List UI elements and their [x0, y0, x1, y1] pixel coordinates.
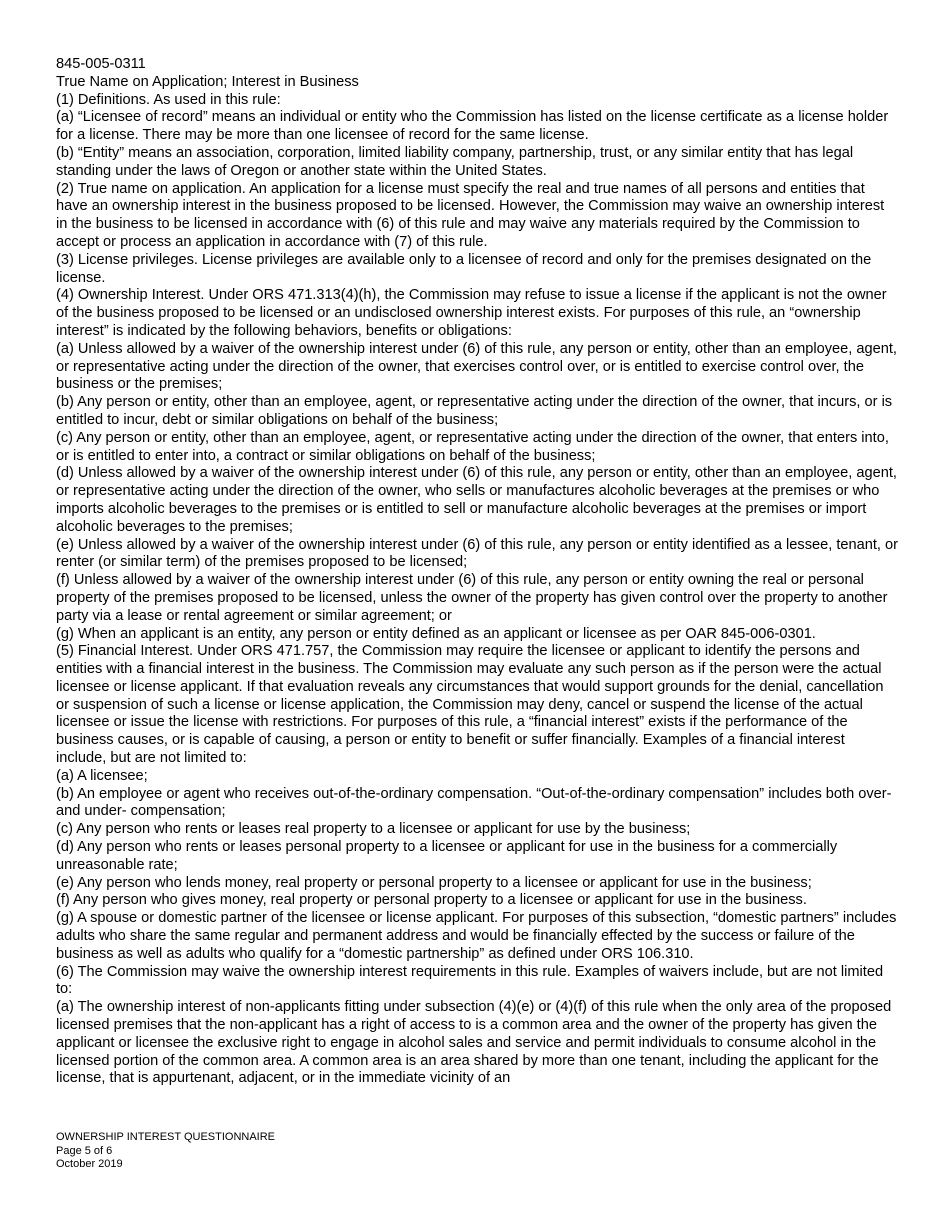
page-footer [56, 1131, 275, 1172]
rule-paragraph: (e) Unless allowed by a waiver of the ownership interest under (6) of this rule, any person or entity identified as a lessee, tenant, or renter (or similar term) of the premises proposed to be licensed; [56, 536, 899, 571]
rule-paragraph: (2) True name on application. An application for a license must specify the real and true names of all persons and entities that have an ownership interest in the business proposed to be licensed. However, the Commission may waive an ownership interest in the business to be licensed in accordance with (6) of this rule and may waive any materials required by the Commission to accept or process an application in accordance with (7) of this rule. [56, 180, 885, 250]
rule-paragraph: (1) Definitions. As used in this rule: [56, 91, 281, 108]
rule-paragraph: (c) Any person or entity, other than an employee, agent, or representative acting under the direction of the owner, that enters into, or is entitled to enter into, a contract or similar obligations on behalf of the business; [56, 429, 889, 464]
footer-form-name: OWNERSHIP INTEREST QUESTIONNAIRE [56, 1131, 276, 1143]
rule-paragraph: (a) “Licensee of record” means an individual or entity who the Commission has listed on the license certificate as a license holder for a license. There may be more than one licensee of record for the same license. [56, 109, 889, 144]
rule-paragraph: (a) A licensee; [56, 767, 148, 784]
footer-page-number: Page 5 of 6 [56, 1144, 113, 1157]
rule-paragraph: (3) License privileges. License privileges are available only to a licensee of record and only for the premises designated on the license. [56, 251, 872, 286]
rule-paragraph: (c) Any person who rents or leases real property to a licensee or applicant for use by the business; [56, 821, 691, 838]
rule-paragraph: (b) “Entity” means an association, corporation, limited liability company, partnership, trust, or any similar entity that has legal standing under the laws of Oregon or another state within the United States. [56, 144, 854, 179]
rule-paragraph: (g) When an applicant is an entity, any person or entity defined as an applicant or licensee as per OAR 845-006-0301. [56, 625, 816, 642]
rule-paragraph: (d) Any person who rents or leases personal property to a licensee or applicant for use in the business for a commercially unreasonable rate; [56, 839, 838, 873]
rule-paragraph: (e) Any person who lends money, real property or personal property to a licensee or applicant for use in the business; [56, 874, 812, 891]
footer-date: October 2019 [56, 1158, 123, 1170]
rule-body [56, 56, 898, 1088]
rule-paragraph: (f) Unless allowed by a waiver of the ownership interest under (6) of this rule, any person or entity owning the real or personal property of the premises proposed to be licensed, unless the owner of the property has given control over the property to another party via a lease or rental agreement or similar agreement; or [56, 572, 888, 624]
rule-paragraph: (6) The Commission may waive the ownership interest requirements in this rule. Examples of waivers include, but are not limited to: [56, 963, 884, 998]
rule-paragraph: (a) Unless allowed by a waiver of the ownership interest under (6) of this rule, any person or entity, other than an employee, agent, or representative acting under the direction of the owner, that exercises control over, or is entitled to exercise control over, the business or the premises; [56, 340, 897, 393]
rule-paragraph: (5) Financial Interest. Under ORS 471.757, the Commission may require the licensee or applicant to identify the persons and entities with a financial interest in the business. The Commission may evaluate any such person as if the person were the actual licensee or license applicant. If that evaluation reveals any circumstances that would support grounds for the denial, cancellation or suspension of such a license or license application, the Commission may deny, cancel or suspend the license of the actual licensee or issue the license with restrictions. For purposes of this rule, a “financial interest” exists if the performance of the business causes, or is capable of causing, a person or entity to benefit or suffer financially. Examples of a financial interest include, but are not limited to: [56, 643, 884, 767]
rule-paragraph: (g) A spouse or domestic partner of the licensee or license applicant. For purposes of this subsection, “domestic partners” includes adults who share the same regular and permanent address and would be financially effected by the success or failure of the business as well as adults who qualify for a “domestic partnership” as defined under ORS 106.310. [56, 910, 897, 962]
rule-paragraphs [56, 92, 898, 1089]
rule-title: True Name on Application; Interest in Business [56, 73, 359, 90]
rule-number: 845-005-0311 [56, 56, 146, 72]
rule-paragraph: (b) An employee or agent who receives out-of-the-ordinary compensation. “Out-of-the-ordinary compensation” includes both over- and under- compensation; [56, 785, 892, 820]
rule-paragraph: (b) Any person or entity, other than an employee, agent, or representative acting under the direction of the owner, that incurs, or is entitled to incur, debt or similar obligations on behalf of the business; [56, 394, 893, 428]
rule-paragraph: (f) Any person who gives money, real property or personal property to a licensee or applicant for use in the business. [56, 892, 807, 909]
rule-paragraph: (a) The ownership interest of non-applicants fitting under subsection (4)(e) or (4)(f) of this rule when the only area of the proposed licensed premises that the non-applicant has a right of access to is a common area and the owner of the property has given the applicant or licensee the exclusive right to engage in alcohol sales and service and permit individuals to consume alcohol in the licensed portion of the common area. A common area is an area shared by more than one tenant, including the applicant for the license, that is appurtenant, adjacent, or in the immediate vicinity of an [56, 999, 892, 1087]
rule-paragraph: (4) Ownership Interest. Under ORS 471.313(4)(h), the Commission may refuse to issue a license if the applicant is not the owner of the business proposed to be licensed or an undisclosed ownership interest exists. For purposes of this rule, an “ownership interest” is indicated by the following behaviors, benefits or obligations: [56, 287, 887, 339]
rule-paragraph: (d) Unless allowed by a waiver of the ownership interest under (6) of this rule, any person or entity, other than an employee, agent, or representative acting under the direction of the owner, who sells or manufactures alcoholic beverages at the premises or who imports alcoholic beverages to the premises or is entitled to sell or manufacture alcoholic beverages at the premises or import alcoholic beverages to the premises; [56, 465, 897, 535]
